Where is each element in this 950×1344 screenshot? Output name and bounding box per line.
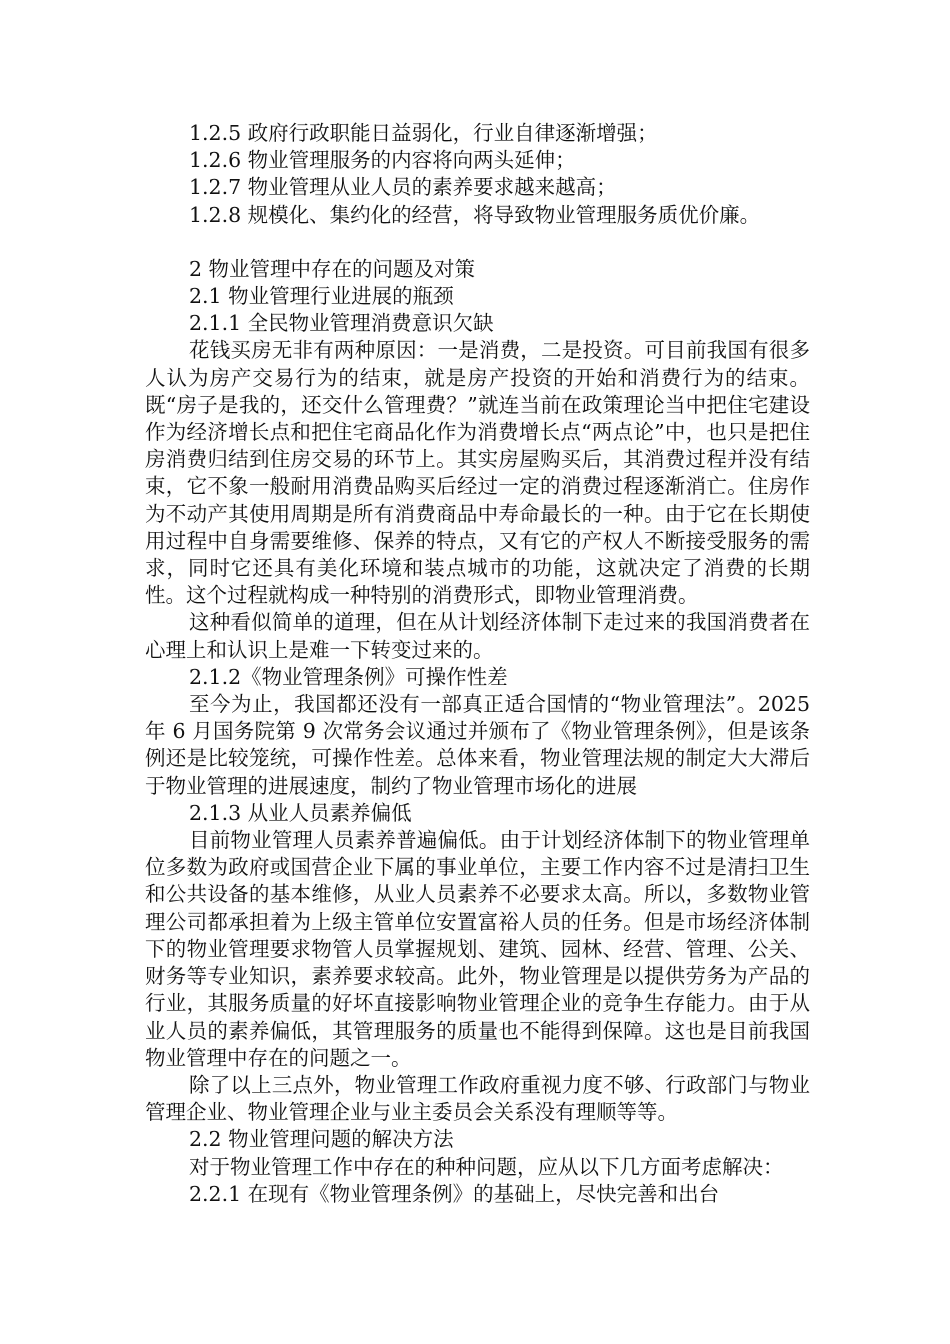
- paragraph-staff-quality: 目前物业管理人员素养普遍偏低。由于计划经济体制下的物业管理单位多数为政府或国营企业下属的事业单位，主要工作内容不过是清扫卫生和公共设备的基本维修，从业人员素养不必要求太高。所以，多数物业管理公司都承担着为上级主管单位安置富裕人员的任务。但是市场经济体制下的物业管理要求物管人员掌握规划、建筑、园林、经营、管理、公关、财务等专业知识，素养要求较高。此外，物业管理是以提供劳务为产品的行业，其服务质量的好坏直接影响物业管理企业的竞争生存能力。由于从业人员的素养偏低，其管理服务的质量也不能得到保障。这也是目前我国物业管理中存在的问题之一。: [145, 828, 810, 1070]
- section-heading-2-1-3: 2.1.3 从业人员素养偏低: [189, 800, 412, 825]
- paragraph-consumer-mindset: 这种看似简单的道理，但在从计划经济体制下走过来的我国消费者在心理上和认识上是难一下转变过来的。: [145, 610, 810, 662]
- section-heading-2-1-1: 2.1.1 全民物业管理消费意识欠缺: [189, 311, 494, 336]
- section-heading-2-2: 2.2 物业管理问题的解决方法: [189, 1127, 454, 1152]
- paragraph-other-issues: 除了以上三点外，物业管理工作政府重视力度不够、行政部门与物业管理企业、物业管理企业与业主委员会关系没有理顺等等。: [145, 1072, 810, 1125]
- paragraph-regulation: 至今为止，我国都还没有一部真正适合国情的“物业管理法”。2025 年 6 月国务院第 9 次常务会议通过并颁布了《物业管理条例》，但是该条例还是比较笼统，可操作性差。总体来看，物业管理法规的制定大大滞后于物业管理的进展速度，制约了物业管理市场化的进展: [145, 692, 810, 798]
- list-item-1-2-8: 1.2.8 规模化、集约化的经营，将导致物业管理服务质优价廉。: [189, 202, 761, 227]
- list-item-1-2-6: 1.2.6 物业管理服务的内容将向两头延伸；: [189, 148, 576, 173]
- list-item-1-2-7: 1.2.7 物业管理从业人员的素养要求越来越高；: [189, 175, 617, 200]
- paragraph-consumption: 花钱买房无非有两种原因：一是消费，二是投资。可目前我国有很多人认为房产交易行为的结束，就是房产投资的开始和消费行为的结束。既“房子是我的，还交什么管理费？”就连当前在政策理论当中把住宅建设作为经济增长点和把住宅商品化作为消费增长点“两点论”中，也只是把住房消费归结到住房交易的环节上。其实房屋购买后，其消费过程并没有结束，它不象一般耐用消费品购买后经过一定的消费过程逐渐消亡。住房作为不动产其使用周期是所有消费商品中寿命最长的一种。由于它在长期使用过程中自身需要维修、保养的特点，又有它的产权人不断接受服务的需求，同时它还具有美化环境和装点城市的功能，这就决定了消费的长期性。这个过程就构成一种特别的消费形式，即物业管理消费。: [145, 338, 810, 608]
- section-heading-2-1-2: 2.1.2《物业管理条例》可操作性差: [189, 664, 508, 689]
- spacer: [145, 229, 810, 256]
- section-heading-2-1: 2.1 物业管理行业进展的瓶颈: [189, 284, 454, 309]
- section-heading-2-2-1: 2.2.1 在现有《物业管理条例》的基础上，尽快完善和出台: [189, 1181, 720, 1206]
- section-heading-2: 2 物业管理中存在的问题及对策: [189, 256, 476, 281]
- paragraph-solutions-intro: 对于物业管理工作中存在的种种问题，应从以下几方面考虑解决：: [189, 1154, 784, 1179]
- list-item-1-2-5: 1.2.5 政府行政职能日益弱化，行业自律逐渐增强；: [189, 121, 658, 145]
- document-page: [145, 120, 810, 1208]
